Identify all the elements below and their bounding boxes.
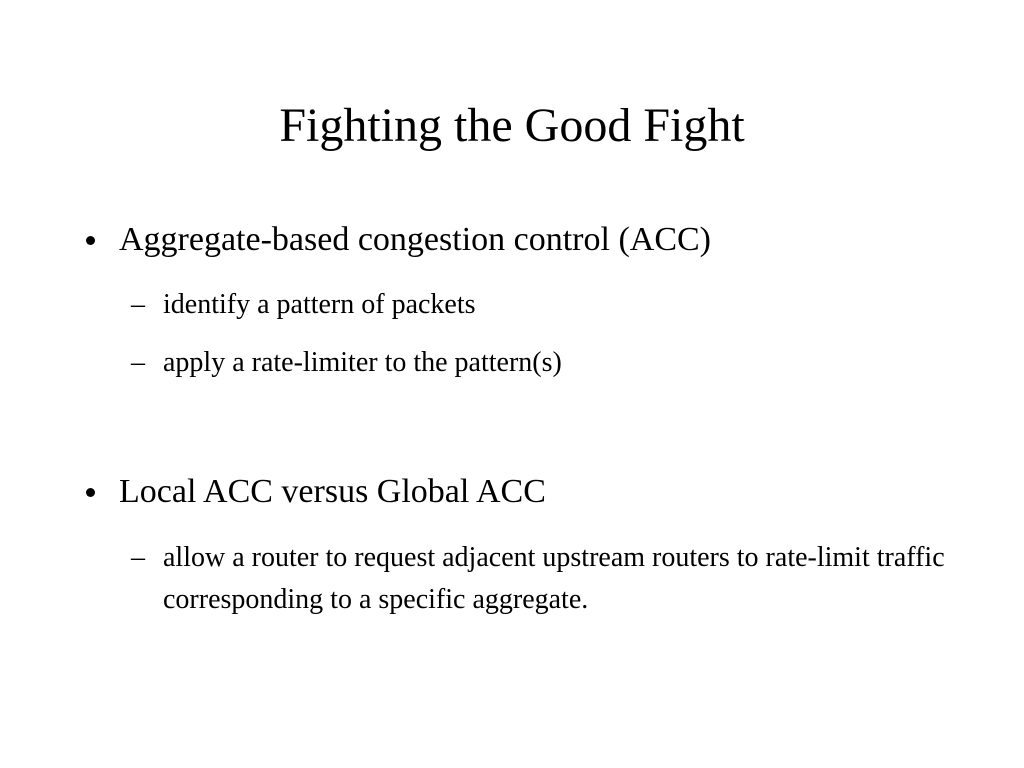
bullet-text: Local ACC versus Global ACC: [119, 473, 546, 510]
bullet-text: Aggregate-based congestion control (ACC): [119, 221, 711, 258]
slide-title: Fighting the Good Fight: [279, 99, 745, 152]
dash-marker: –: [131, 289, 145, 320]
bullet-icon: [86, 236, 95, 245]
bullet-icon: [86, 488, 95, 497]
dash-marker: –: [131, 542, 145, 573]
sub-bullet-text: apply a rate-limiter to the pattern(s): [163, 347, 562, 378]
dash-marker: –: [131, 347, 145, 378]
sub-bullet-text: identify a pattern of packets: [163, 289, 476, 320]
sub-bullet-text: allow a router to request adjacent upstream routers to rate-limit traffic corresponding to a specific aggregate.: [163, 542, 945, 615]
